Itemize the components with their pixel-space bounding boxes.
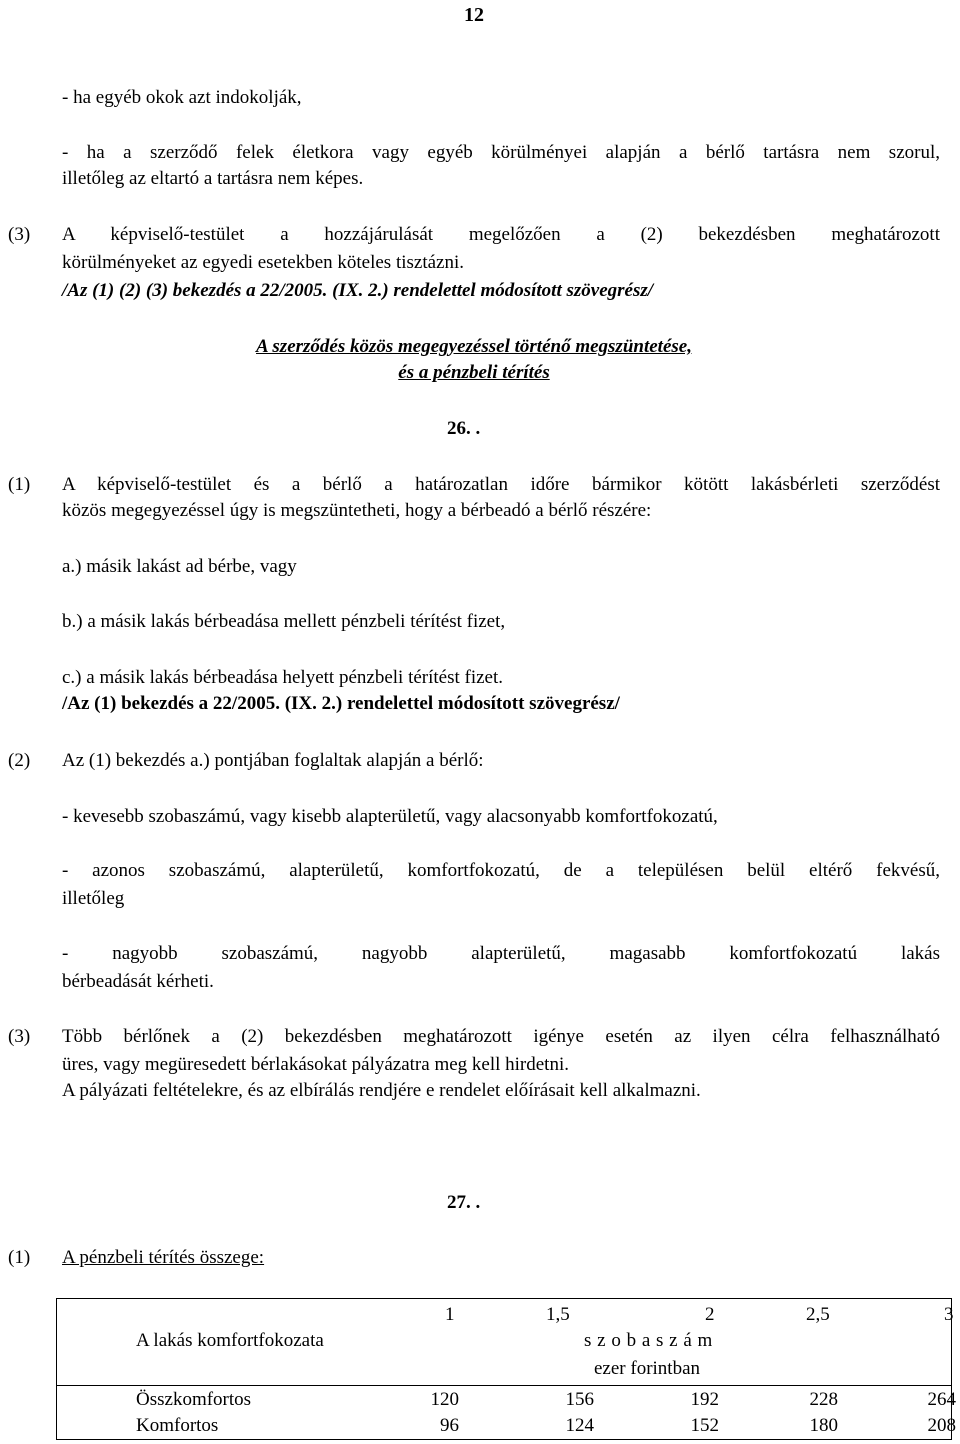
subsection-2-number: (2) — [8, 750, 31, 771]
room-count-2-5: 2,5 — [806, 1304, 830, 1325]
bullet-age-line1: - ha a szerződő felek életkora vagy egyéb körülményei alapján a bérlő tartásra nem szorul, — [62, 142, 940, 163]
cell: 96 — [440, 1415, 459, 1436]
room-count-2: 2 — [705, 1304, 715, 1325]
option-a: a.) másik lakást ad bérbe, vagy — [62, 556, 297, 577]
room-count-1-5: 1,5 — [546, 1304, 570, 1325]
subsection-3-line2: üres, vagy megüresedett bérlakásokat pályázatra meg kell hirdetni. — [62, 1054, 569, 1075]
fee-label: A pénzbeli térítés összege: — [62, 1247, 265, 1268]
unit-label: ezer forintban — [594, 1358, 701, 1379]
subsection-3-number: (3) — [8, 1026, 31, 1047]
page-number: 12 — [464, 4, 484, 26]
subsection-3-line1: Több bérlőnek a (2) bekezdésben meghatározott igénye esetén az ilyen célra felhasználható — [62, 1026, 940, 1047]
bullet-age-line2: illetőleg az eltartó a tartásra nem képes. — [62, 168, 364, 189]
cell: 228 — [809, 1389, 838, 1410]
cell: 152 — [690, 1415, 719, 1436]
subsection-1-number: (1) — [8, 474, 31, 495]
section-27-number: 27. . — [447, 1192, 481, 1213]
amendment-note-1: /Az (1) (2) (3) bekezdés a 22/2005. (IX. 2.) rendelettel módosított szövegrész/ — [62, 280, 654, 301]
cell: 192 — [690, 1389, 719, 1410]
subsection-2-text: Az (1) bekezdés a.) pontjában foglaltak alapján a bérlő: — [62, 750, 484, 771]
bullet-other-reasons: - ha egyéb okok azt indokolják, — [62, 87, 302, 108]
dash-item-2-line2: illetőleg — [62, 888, 125, 909]
paragraph-3-line2: körülményeket az egyedi esetekben köteles tisztázni. — [62, 252, 465, 273]
dash-item-3-line1: - nagyobb szobaszámú, nagyobb alapterületű, magasabb komfortfokozatú lakás — [62, 943, 940, 964]
cell: 156 — [565, 1389, 594, 1410]
cell: 180 — [809, 1415, 838, 1436]
subsection-3-line3: A pályázati feltételekre, és az elbírálás rendjére e rendelet előírásait kell alkalmazni. — [62, 1080, 701, 1101]
subsection-1-line2: közös megegyezéssel úgy is megszüntetheti, hogy a bérbeadó a bérlő részére: — [62, 500, 652, 521]
section-heading-line2: és a pénzbeli térítés — [398, 362, 550, 383]
amendment-note-2: /Az (1) bekezdés a 22/2005. (IX. 2.) rendelettel módosított szövegrész/ — [62, 693, 620, 714]
section-heading-line1: A szerződés közös megegyezéssel történő megszüntetése, — [256, 336, 692, 357]
paragraph-3-number: (3) — [8, 224, 31, 245]
rooms-label: s z o b a s z á m — [584, 1330, 713, 1351]
dash-item-2-line1: - azonos szobaszámú, alapterületű, komfortfokozatú, de a településen belül eltérő fekvésű, — [62, 860, 940, 881]
room-count-1: 1 — [445, 1304, 455, 1325]
option-b: b.) a másik lakás bérbeadása mellett pénzbeli térítést fizet, — [62, 611, 506, 632]
cell: 124 — [565, 1415, 594, 1436]
table-row-header-label: A lakás komfortfokozata — [136, 1330, 324, 1351]
dash-item-1: - kevesebb szobaszámú, vagy kisebb alapterületű, vagy alacsonyabb komfortfokozatú, — [62, 806, 718, 827]
fee-table-divider — [56, 1385, 952, 1386]
dash-item-3-line2: bérbeadását kérheti. — [62, 971, 214, 992]
fee-subsection-number: (1) — [8, 1247, 31, 1268]
subsection-1-line1: A képviselő-testület és a bérlő a határozatlan időre bármikor kötött lakásbérleti szerződést — [62, 474, 940, 495]
option-c: c.) a másik lakás bérbeadása helyett pénzbeli térítést fizet. — [62, 667, 504, 688]
section-26-number: 26. . — [447, 418, 481, 439]
row-label-komfortos: Komfortos — [136, 1415, 219, 1436]
cell: 208 — [927, 1415, 956, 1436]
cell: 264 — [927, 1389, 956, 1410]
row-label-osszkomfortos: Összkomfortos — [136, 1389, 252, 1410]
paragraph-3-line1: A képviselő-testület a hozzájárulását megelőzően a (2) bekezdésben meghatározott — [62, 224, 940, 245]
cell: 120 — [430, 1389, 459, 1410]
room-count-3: 3 — [944, 1304, 954, 1325]
